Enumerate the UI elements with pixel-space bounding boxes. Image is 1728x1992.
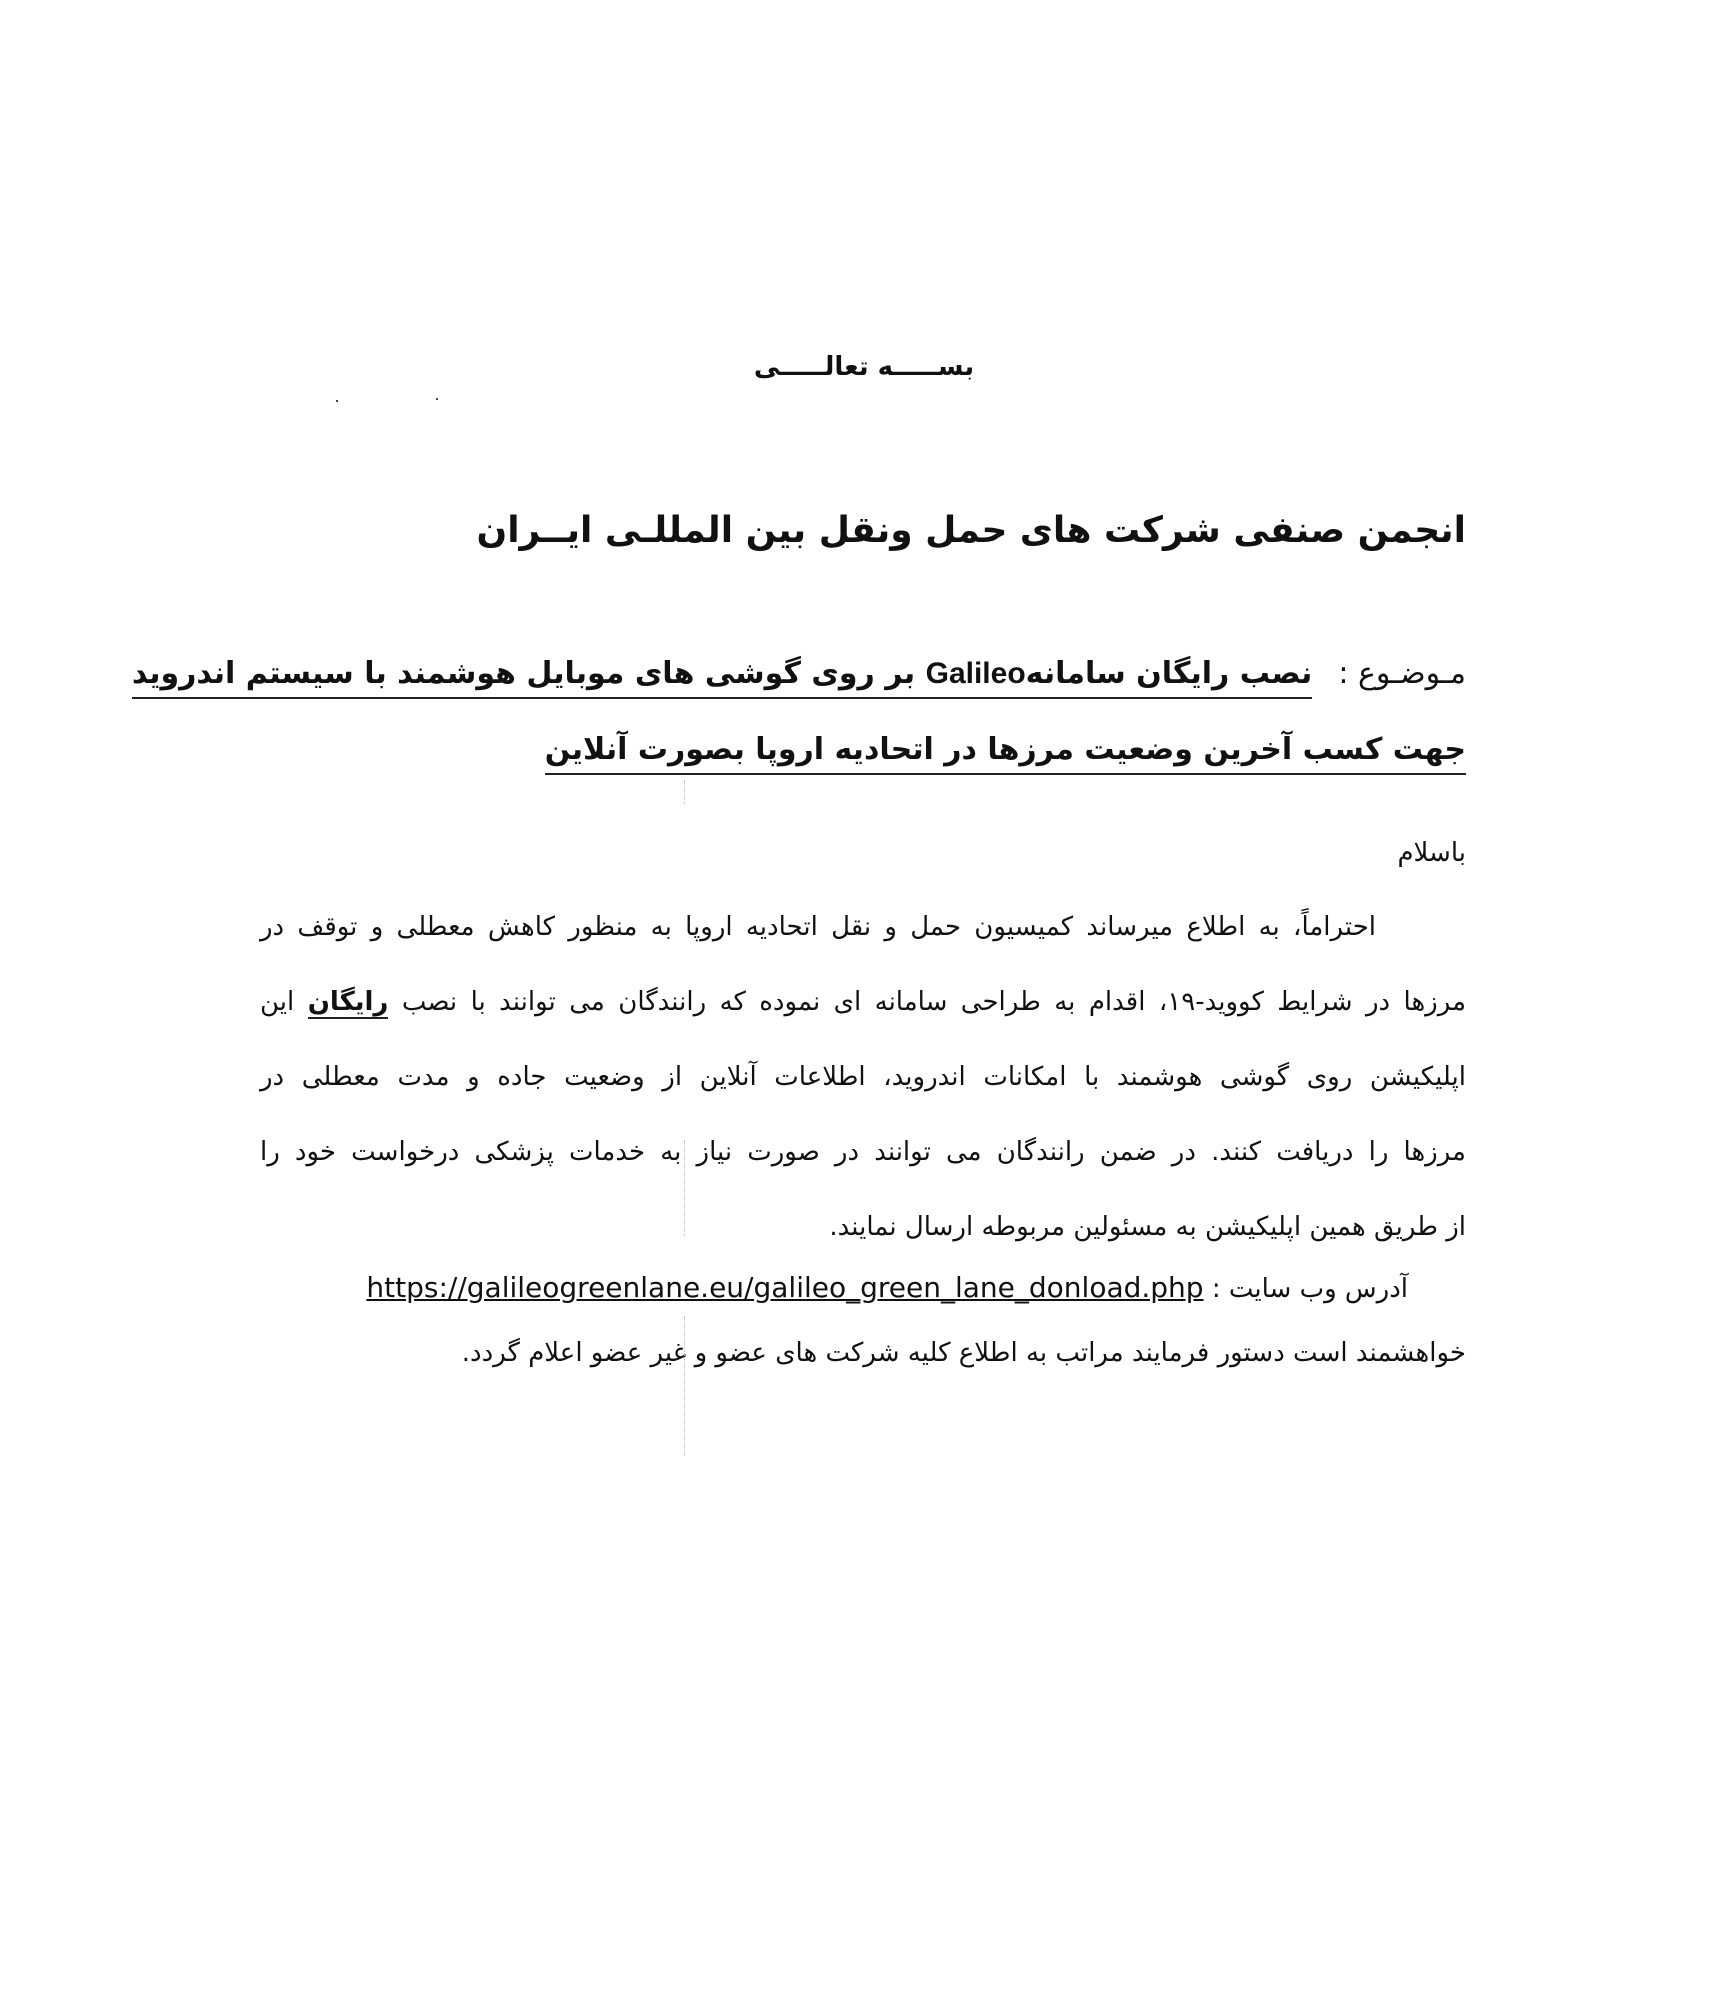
subject-text-2: جهت کسب آخرین وضعیت مرزها در اتحادیه اروپا بصورت آنلاین <box>545 732 1466 775</box>
subject-text-1-rest: بر روی گوشی های موبایل هوشمند با سیستم اندروید <box>131 656 926 691</box>
scan-artifact <box>684 1140 685 1236</box>
body-paragraph <box>260 890 1466 1265</box>
scan-specks <box>336 398 446 404</box>
closing-sentence: خواهشمند است دستور فرمایند مراتب به اطلاع کلیه شرکت های عضو و غیر عضو اعلام گردد. <box>461 1338 1466 1368</box>
body-line <box>260 965 1466 1040</box>
body-line-2-start: مرزها در شرایط کووید-۱۹، اقدام به طراحی سامانه ای نموده که رانندگان می توانند با نصب <box>388 987 1466 1017</box>
scan-artifact <box>684 780 685 804</box>
brand-name: Galileo <box>925 657 1026 690</box>
website-link[interactable]: https://galileogreenlane.eu/galileo_green_lane_donload.php <box>366 1271 1204 1304</box>
website-address-line <box>260 1264 1466 1313</box>
organization-title: انجمن صنفی شرکت های حمل ونقل بین المللـی ایــران <box>476 510 1466 551</box>
subject-label: مـوضـوع : <box>1338 656 1466 691</box>
scan-artifact <box>684 1316 685 1456</box>
body-line: اپلیکیشن روی گوشی هوشمند با امکانات اندروید، اطلاعات آنلاین از وضعیت جاده و مدت معطلی در <box>260 1062 1466 1092</box>
greeting: باسلام <box>1397 838 1466 868</box>
body-line: احتراماً، به اطلاع میرساند کمیسیون حمل و نقل اتحادیه اروپا به منظور کاهش معطلی و توقف در <box>260 912 1376 942</box>
subject-line-2 <box>260 712 1466 788</box>
subject-line-1 <box>131 636 1466 712</box>
body-line: از طریق همین اپلیکیشن به مسئولین مربوطه ارسال نمایند. <box>829 1212 1466 1242</box>
subject-text-1 <box>132 656 1312 699</box>
body-line-2-end: این <box>260 987 308 1017</box>
bismillah-heading: بســـــه تعالـــــی <box>753 352 975 382</box>
subject-text-1-part: نصب رایگان سامانه <box>1025 656 1313 691</box>
body-line: مرزها را دریافت کنند. در ضمن رانندگان می توانند در صورت نیاز به خدمات پزشکی درخواست خود را <box>260 1137 1466 1167</box>
emphasis-free: رایگان <box>307 987 389 1017</box>
subject-block <box>131 636 1466 788</box>
website-address-label: آدرس وب سایت : <box>1211 1274 1408 1304</box>
